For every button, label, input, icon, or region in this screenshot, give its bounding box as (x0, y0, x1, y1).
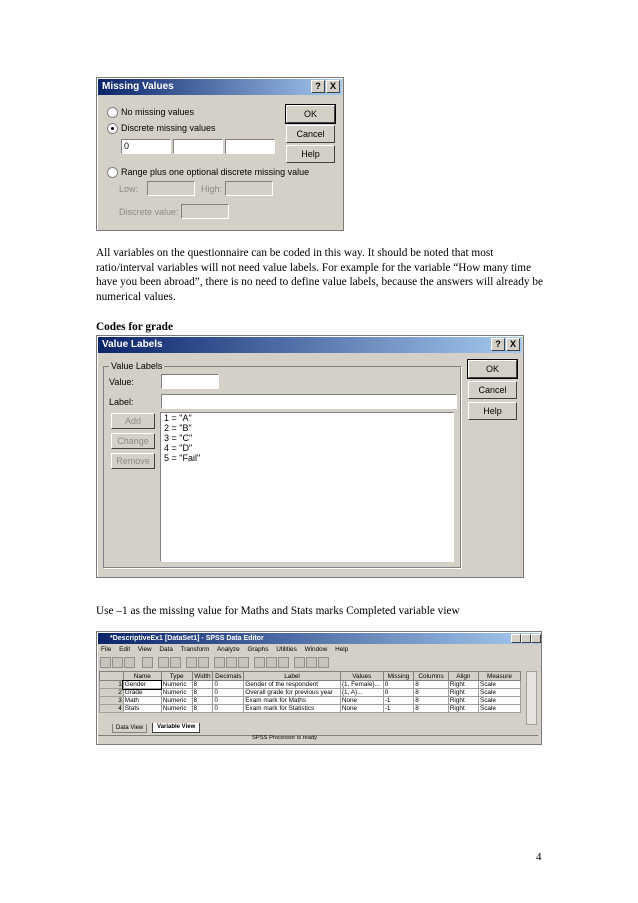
column-header[interactable]: Values (340, 672, 383, 681)
discrete-value-field[interactable] (181, 204, 229, 219)
open-icon[interactable] (100, 657, 111, 668)
body-paragraph-2: Use –1 as the missing value for Maths and Stats marks Completed variable view (96, 605, 460, 617)
column-header[interactable]: Width (192, 672, 213, 681)
cell-align[interactable]: Right (448, 689, 478, 697)
help-button[interactable]: Help (468, 402, 517, 420)
table-row (100, 705, 521, 713)
row-number[interactable]: 1 (100, 681, 124, 689)
variable-grid (99, 671, 521, 713)
high-label: High: (201, 184, 223, 194)
discrete-value-2[interactable] (173, 139, 223, 154)
value-labels-icon[interactable] (294, 657, 305, 668)
value-label: Value: (109, 377, 134, 387)
column-header[interactable]: Label (244, 672, 341, 681)
recall-dialog-icon[interactable] (142, 657, 153, 668)
cell-columns[interactable]: 8 (414, 697, 449, 705)
codes-heading: Codes for grade (96, 321, 173, 333)
list-item[interactable]: 2 = "B" (164, 423, 192, 433)
cell-values[interactable]: {1, Female}... (340, 681, 383, 689)
help-button[interactable]: Help (286, 145, 335, 163)
label-input[interactable] (161, 394, 457, 409)
show-all-icon[interactable] (318, 657, 329, 668)
insert-case-icon[interactable] (226, 657, 237, 668)
cell-measure[interactable]: Scale (478, 705, 520, 713)
menu-graphs[interactable]: Graphs (247, 646, 269, 653)
cell-label[interactable]: Overall grade for previous year (244, 689, 341, 697)
menu-analyze[interactable]: Analyze (216, 646, 240, 653)
ok-button[interactable]: OK (468, 360, 517, 378)
menu-utilities[interactable]: Utilities (276, 646, 297, 653)
goto-case-icon[interactable] (186, 657, 197, 668)
close-title-button[interactable]: X (506, 338, 520, 351)
no-missing-radio[interactable] (107, 107, 118, 118)
discrete-missing-radio[interactable] (107, 123, 118, 134)
column-header[interactable]: Name (123, 672, 161, 681)
cell-missing[interactable]: -1 (383, 697, 414, 705)
column-header[interactable]: Missing (383, 672, 414, 681)
cell-type[interactable]: Numeric (161, 697, 192, 705)
help-title-button[interactable]: ? (491, 338, 505, 351)
menu-file[interactable]: File (101, 646, 112, 653)
change-button[interactable]: Change (111, 433, 155, 449)
cell-missing[interactable]: -1 (383, 705, 414, 713)
select-cases-icon[interactable] (278, 657, 289, 668)
tab-data-view-label: Data View (116, 725, 144, 731)
cell-missing[interactable]: 0 (383, 681, 414, 689)
cell-decimals[interactable]: 0 (213, 705, 244, 713)
tab-variable-view[interactable] (152, 723, 200, 733)
range-radio[interactable] (107, 167, 118, 178)
undo-icon[interactable] (158, 657, 169, 668)
row-number[interactable]: 4 (100, 705, 124, 713)
menu-view[interactable]: View (137, 646, 152, 653)
table-row (100, 689, 521, 697)
menu-help[interactable]: Help (335, 646, 349, 653)
cell-decimals[interactable]: 0 (213, 681, 244, 689)
page-number: 4 (536, 851, 542, 863)
list-item[interactable]: 4 = "D" (164, 443, 193, 453)
cell-width[interactable]: 8 (192, 681, 213, 689)
use-sets-icon[interactable] (306, 657, 317, 668)
close-button[interactable] (531, 634, 541, 643)
column-header[interactable]: Type (161, 672, 192, 681)
tab-variable-view-label: Variable View (157, 724, 196, 730)
missing-values-dialog (96, 77, 344, 231)
cell-values[interactable]: None (340, 705, 383, 713)
cancel-button[interactable]: Cancel (286, 125, 335, 143)
range-label: Range plus one optional discrete missing value (121, 167, 310, 177)
maximize-button[interactable] (521, 634, 531, 643)
cell-columns[interactable]: 8 (414, 705, 449, 713)
menu-bar (101, 645, 348, 654)
cell-decimals[interactable]: 0 (213, 697, 244, 705)
table-row (100, 681, 521, 689)
discrete-value-3[interactable] (225, 139, 275, 154)
close-title-button[interactable]: X (326, 80, 340, 93)
no-missing-label: No missing values (121, 107, 195, 117)
list-item[interactable]: 5 = "Fail" (164, 453, 201, 463)
cell-label[interactable]: Gender of the respondent (244, 681, 341, 689)
cell-type[interactable]: Numeric (161, 681, 192, 689)
menu-window[interactable]: Window (304, 646, 328, 653)
remove-button[interactable]: Remove (111, 453, 155, 469)
menu-transform[interactable]: Transform (180, 646, 210, 653)
dialog-title: Missing Values (98, 79, 342, 95)
vertical-scrollbar[interactable] (526, 671, 537, 725)
value-labels-list[interactable] (160, 412, 454, 562)
cell-type[interactable]: Numeric (161, 705, 192, 713)
body-paragraph-1: All variables on the questionnaire can be coded in this way. It should be noted that most ratio/interval variables will not need value labels. For example for the variable “How many time have you been abroad”, there is no need to define value labels, because the answers will already be numerical values. (96, 247, 543, 303)
cell-name[interactable]: Gender (123, 681, 161, 689)
menu-data[interactable]: Data (159, 646, 173, 653)
print-icon[interactable] (124, 657, 135, 668)
column-header[interactable]: Columns (414, 672, 449, 681)
cell-width[interactable]: 8 (192, 705, 213, 713)
cell-measure[interactable]: Scale (478, 697, 520, 705)
find-icon[interactable] (214, 657, 225, 668)
cell-name[interactable]: Stats (123, 705, 161, 713)
ok-button[interactable]: OK (286, 105, 335, 123)
column-header[interactable]: Align (448, 672, 478, 681)
cell-name[interactable]: Math (123, 697, 161, 705)
redo-icon[interactable] (170, 657, 181, 668)
column-header (100, 672, 124, 681)
cell-width[interactable]: 8 (192, 697, 213, 705)
cell-width[interactable]: 8 (192, 689, 213, 697)
discrete-value-label: Discrete value: (119, 207, 179, 217)
status-text: SPSS Processor is ready (252, 735, 318, 741)
row-number[interactable]: 2 (100, 689, 124, 697)
editor-title: *DescriptiveEx1 [DataSet1] - SPSS Data Editor (98, 633, 540, 644)
cell-columns[interactable]: 8 (414, 689, 449, 697)
split-file-icon[interactable] (254, 657, 265, 668)
cell-align[interactable]: Right (448, 681, 478, 689)
minimize-button[interactable] (511, 634, 521, 643)
help-title-button[interactable]: ? (311, 80, 325, 93)
weight-cases-icon[interactable] (266, 657, 277, 668)
cell-measure[interactable]: Scale (478, 689, 520, 697)
cell-type[interactable]: Numeric (161, 689, 192, 697)
cell-values[interactable]: {1, A}... (340, 689, 383, 697)
low-field[interactable] (147, 181, 195, 196)
low-label: Low: (119, 184, 139, 194)
column-header[interactable]: Measure (478, 672, 520, 681)
column-header[interactable]: Decimals (213, 672, 244, 681)
cancel-button[interactable]: Cancel (468, 381, 517, 399)
discrete-missing-label: Discrete missing values (121, 123, 216, 133)
high-field[interactable] (225, 181, 273, 196)
value-input[interactable] (161, 374, 219, 389)
menu-edit[interactable]: Edit (119, 646, 131, 653)
cell-decimals[interactable]: 0 (213, 689, 244, 697)
cell-name[interactable]: Grade (123, 689, 161, 697)
list-item[interactable]: 1 = "A" (164, 413, 192, 423)
cell-label[interactable]: Exam mark for Maths (244, 697, 341, 705)
cell-measure[interactable]: Scale (478, 681, 520, 689)
list-item[interactable]: 3 = "C" (164, 433, 193, 443)
cell-values[interactable]: None (340, 697, 383, 705)
value-labels-dialog (96, 335, 524, 578)
add-button[interactable]: Add (111, 413, 155, 429)
status-bar (98, 735, 538, 743)
cell-missing[interactable]: 0 (383, 689, 414, 697)
table-row (100, 697, 521, 705)
cell-align[interactable]: Right (448, 705, 478, 713)
row-number[interactable]: 3 (100, 697, 124, 705)
dialog-title: Value Labels (98, 337, 522, 353)
discrete-value-1[interactable]: 0 (121, 139, 171, 154)
variables-icon[interactable] (198, 657, 209, 668)
label-label: Label: (109, 397, 134, 407)
cell-align[interactable]: Right (448, 697, 478, 705)
group-label: Value Labels (111, 361, 163, 371)
save-icon[interactable] (112, 657, 123, 668)
cell-label[interactable]: Exam mark for Statistics (244, 705, 341, 713)
tab-data-view[interactable] (112, 724, 147, 733)
insert-variable-icon[interactable] (238, 657, 249, 668)
cell-columns[interactable]: 8 (414, 681, 449, 689)
